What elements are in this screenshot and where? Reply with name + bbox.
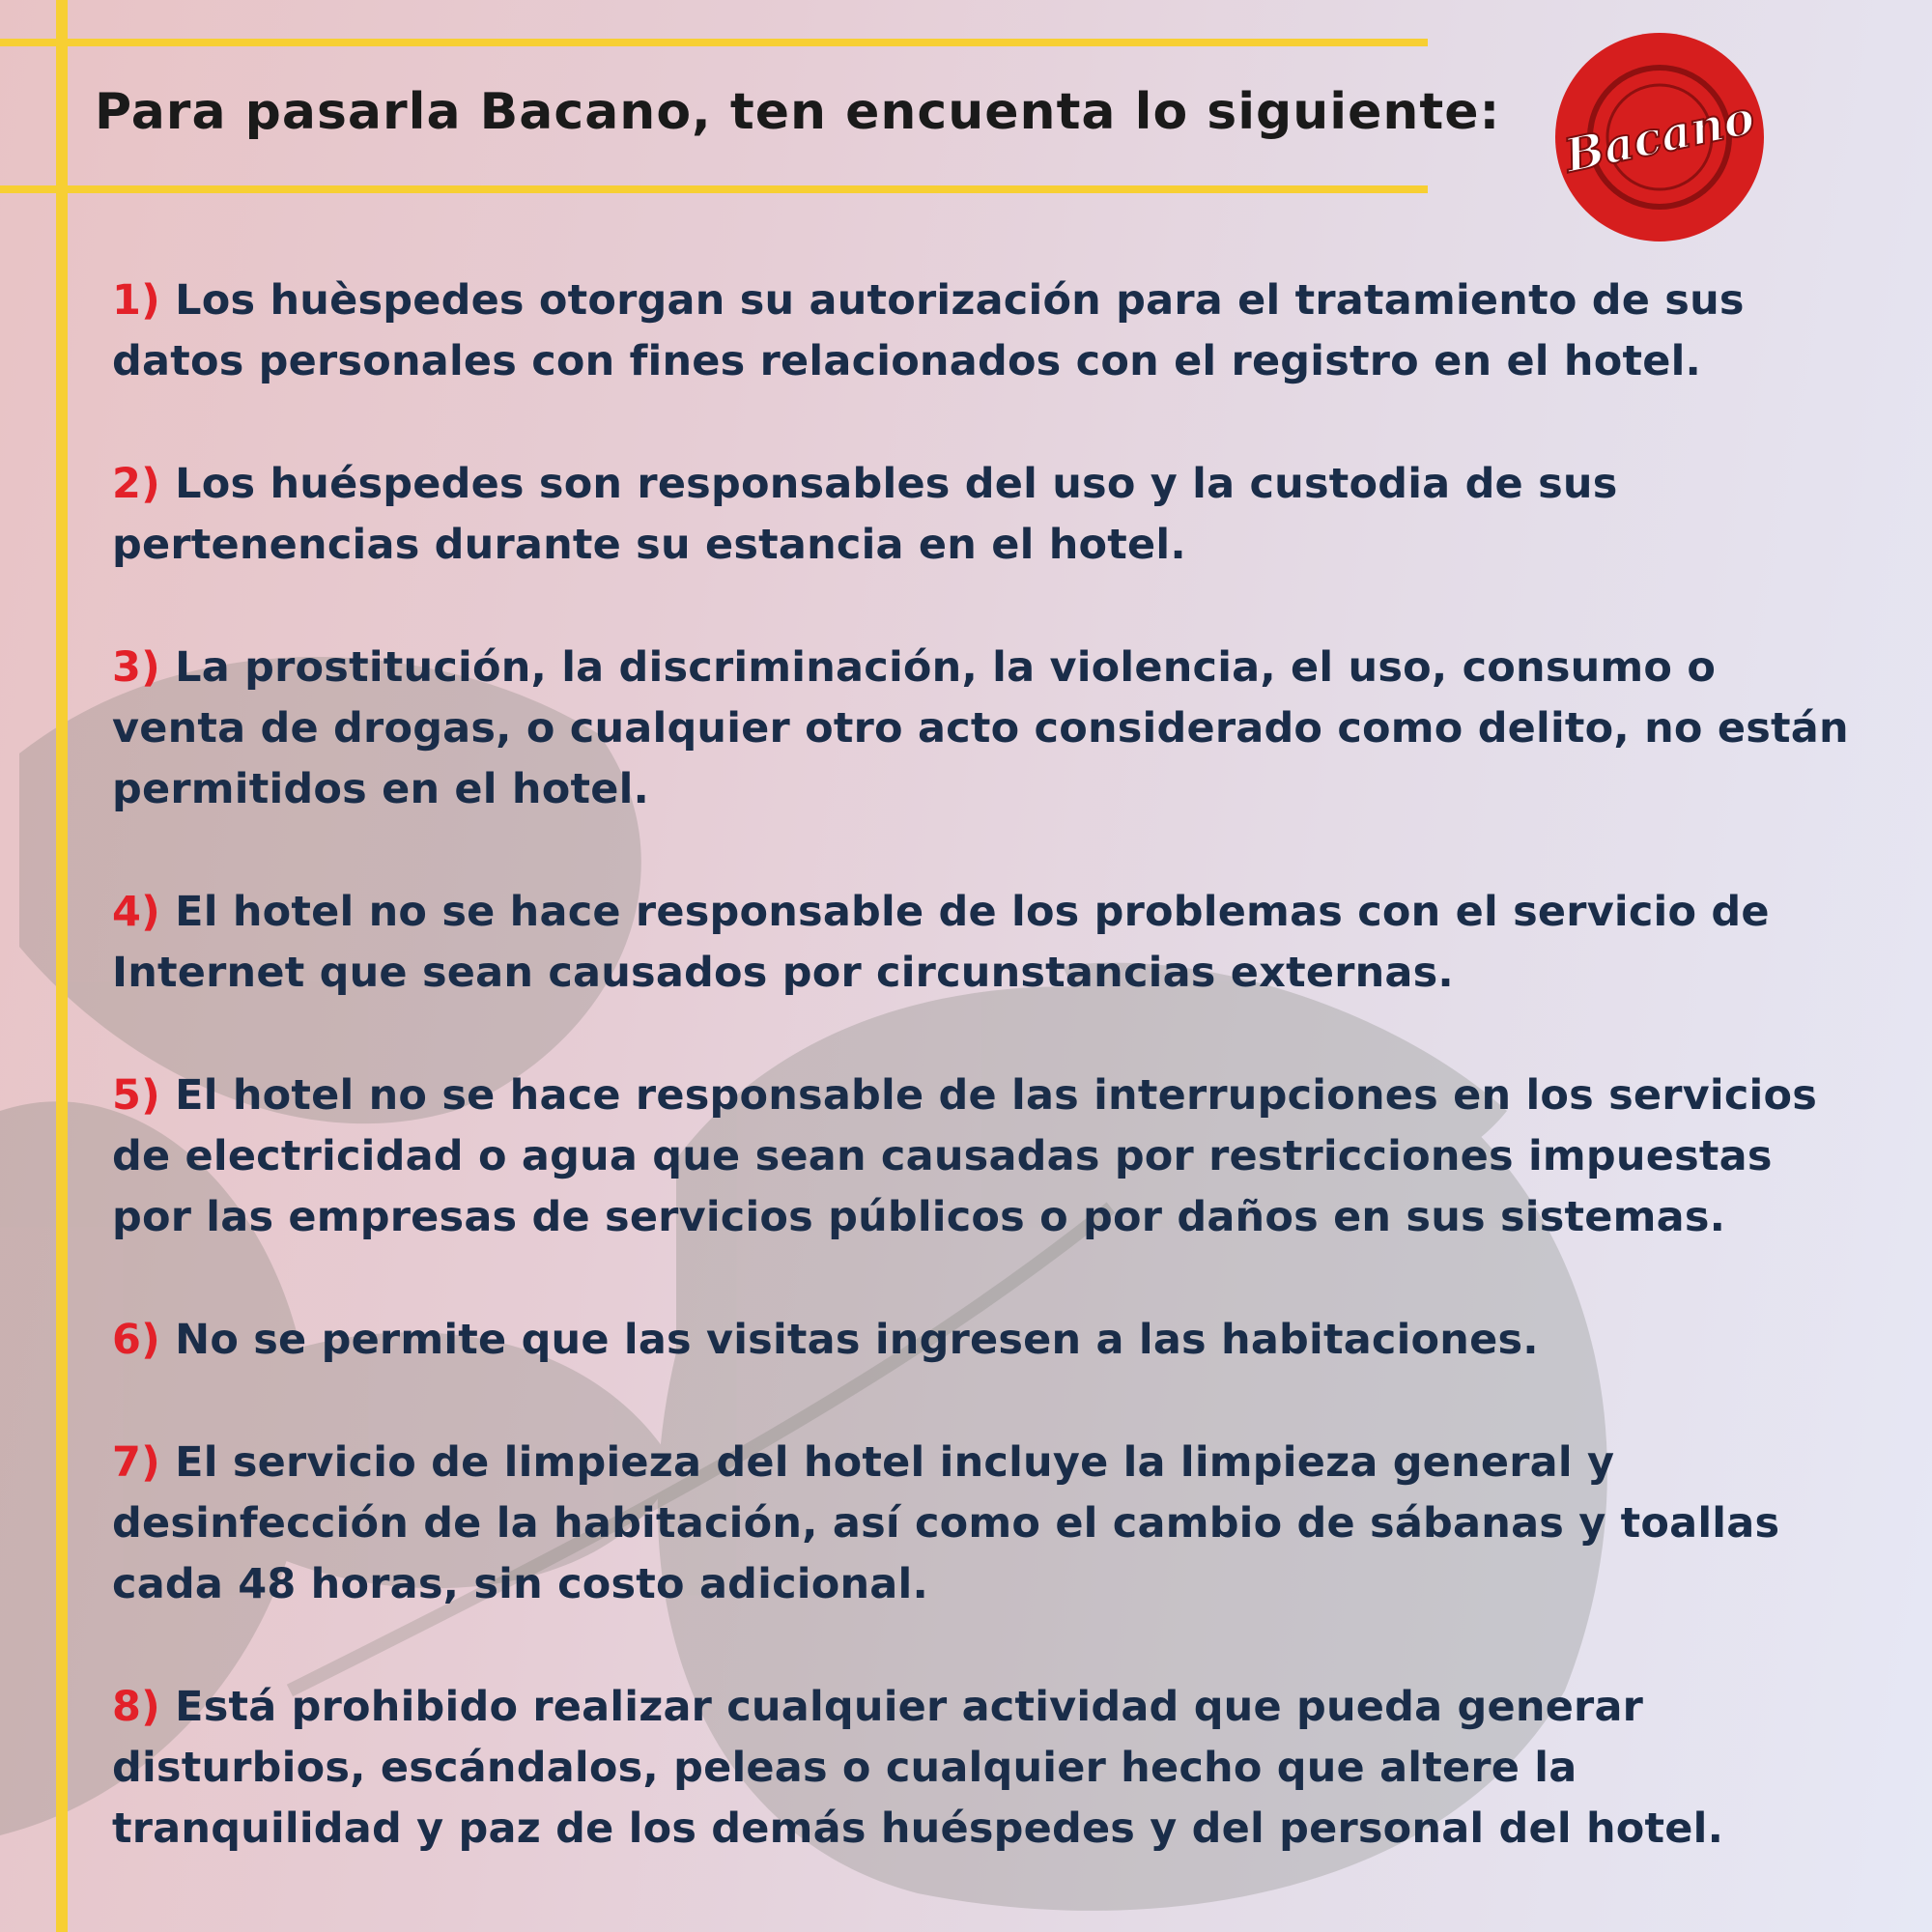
rule-number: 5) [112, 1071, 160, 1120]
svg-text:Bacano: Bacano [1559, 90, 1760, 185]
rule-text: El servicio de limpieza del hotel incluye la limpieza general y desinfección de la habitación, así como el cambio de sábanas y toallas cada 48 horas, sin costo adicional. [112, 1438, 1780, 1608]
top-accent-line [0, 39, 1428, 46]
rule-item [112, 1065, 1851, 1248]
rule-number: 8) [112, 1683, 160, 1731]
bottom-accent-line [0, 185, 1428, 193]
rule-text: No se permite que las visitas ingresen a las habitaciones. [175, 1316, 1539, 1364]
rule-item [112, 1310, 1851, 1371]
rule-item [112, 882, 1851, 1004]
rule-item [112, 454, 1851, 576]
rule-text: Los huéspedes son responsables del uso y la custodia de sus pertenencias durante su estancia en el hotel. [112, 460, 1618, 569]
rule-item [112, 1677, 1851, 1860]
rule-number: 6) [112, 1316, 160, 1364]
rule-number: 3) [112, 643, 160, 692]
rule-number: 2) [112, 460, 160, 508]
rule-text: La prostitución, la discriminación, la violencia, el uso, consumo o venta de drogas, o cualquier otro acto considerado como delito, no están permitidos en el hotel. [112, 643, 1849, 813]
rule-number: 4) [112, 888, 160, 936]
rule-number: 7) [112, 1438, 160, 1487]
rule-text: El hotel no se hace responsable de las interrupciones en los servicios de electricidad o agua que sean causadas por restricciones impuestas por las empresas de servicios públicos o por daños en sus sistemas. [112, 1071, 1817, 1241]
rule-text: Está prohibido realizar cualquier actividad que pueda generar disturbios, escándalos, peleas o cualquier hecho que altere la tranquilidad y paz de los demás huéspedes y del personal del hotel. [112, 1683, 1724, 1853]
page-title: Para pasarla Bacano, ten encuenta lo siguiente: [95, 83, 1501, 141]
vertical-accent-line [56, 0, 68, 1932]
rule-number: 1) [112, 276, 160, 325]
rule-item [112, 1433, 1851, 1615]
rule-text: El hotel no se hace responsable de los problemas con el servicio de Internet que sean causados por circunstancias externas. [112, 888, 1770, 997]
rules-list [112, 270, 1851, 1921]
rule-text: Los huèspedes otorgan su autorización para el tratamiento de sus datos personales con fines relacionados con el registro en el hotel. [112, 276, 1745, 385]
bacano-logo [1551, 29, 1768, 245]
rule-item [112, 638, 1851, 820]
rule-item [112, 270, 1851, 392]
